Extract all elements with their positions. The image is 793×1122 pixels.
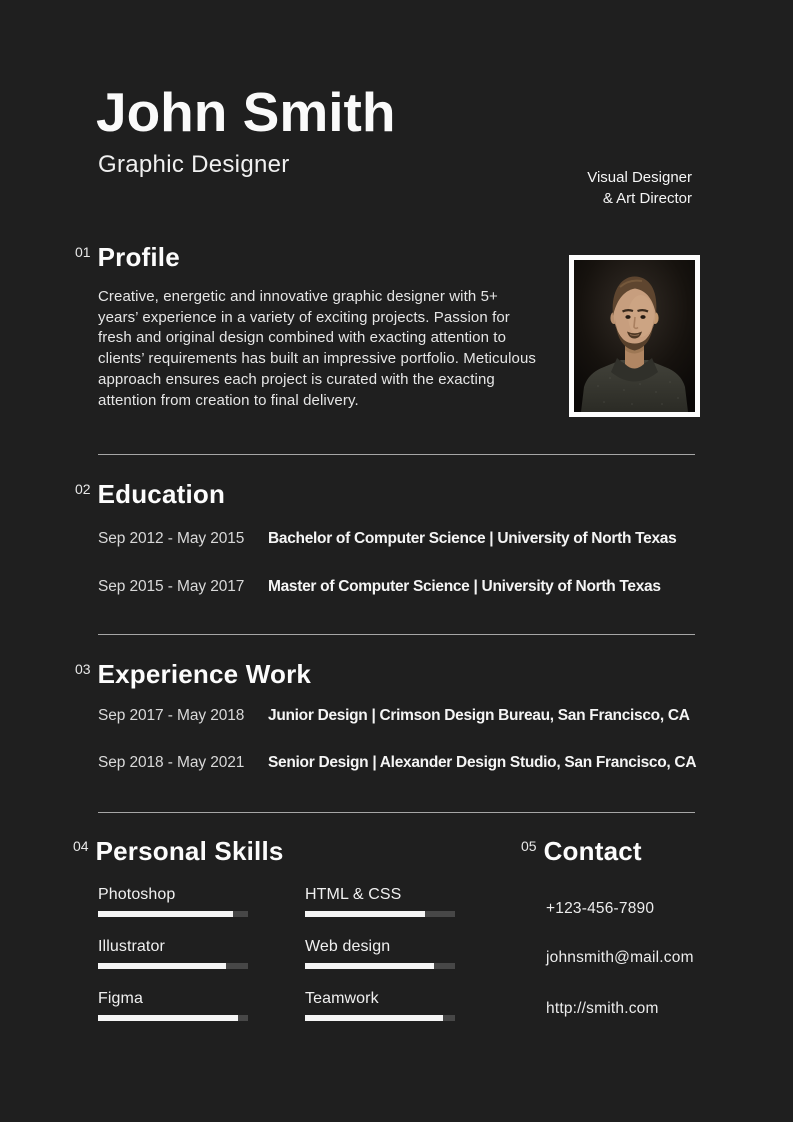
contact-email[interactable]: johnsmith@mail.com (546, 949, 694, 966)
experience-dates: Sep 2018 - May 2021 (98, 754, 245, 771)
education-dates: Sep 2015 - May 2017 (98, 578, 245, 595)
profile-section-heading (75, 244, 180, 270)
contact-section-number: 05 (521, 838, 537, 854)
profile-section-title: Profile (97, 242, 180, 272)
skill-item (305, 886, 457, 917)
skill-label: Figma (98, 990, 143, 1007)
education-row (98, 578, 698, 596)
section-divider (98, 634, 695, 635)
education-dates: Sep 2012 - May 2015 (98, 530, 245, 547)
skill-label: Web design (305, 938, 391, 955)
contact-phone: +123-456-7890 (546, 900, 655, 917)
skill-item (98, 990, 250, 1021)
page-title: John Smith (96, 81, 396, 143)
skill-bar-track (98, 963, 248, 969)
experience-section-heading (75, 661, 311, 687)
experience-dates: Sep 2017 - May 2018 (98, 707, 245, 724)
profile-text: Creative, energetic and innovative graphic designer with 5+ years’ experience in a variety of exciting projects. Passion for fresh and original design combined with exacting attention to clients’ requirements has built an impressive portfolio. Meticulous approach ensures each project is curated with the exacting attention from creation to final delivery. (98, 288, 537, 409)
skills-section-heading (73, 838, 284, 864)
portrait-photo-illustration (574, 260, 695, 412)
contact-section-title: Contact (543, 836, 642, 866)
skill-item (98, 938, 250, 969)
education-detail: Bachelor of Computer Science | University of North Texas (268, 530, 677, 547)
skill-item (305, 990, 457, 1021)
skill-label: Illustrator (98, 938, 165, 955)
profile-section-number: 01 (75, 244, 91, 260)
education-detail: Master of Computer Science | University of North Texas (268, 578, 661, 595)
skill-bar-fill (98, 911, 233, 917)
skill-bar-track (98, 911, 248, 917)
experience-section-number: 03 (75, 661, 91, 677)
skill-bar-track (305, 911, 455, 917)
job-title: Graphic Designer (98, 151, 290, 178)
skill-bar-fill (98, 1015, 238, 1021)
tagline-line-1: Visual Designer (587, 169, 692, 186)
skill-label: HTML & CSS (305, 886, 402, 903)
portrait-photo (569, 255, 700, 417)
skill-label: Photoshop (98, 886, 176, 903)
section-divider (98, 812, 695, 813)
skill-bar-track (98, 1015, 248, 1021)
skill-label: Teamwork (305, 990, 379, 1007)
tagline (587, 167, 692, 209)
experience-row (98, 707, 698, 725)
skill-bar-track (305, 963, 455, 969)
experience-detail: Junior Design | Crimson Design Bureau, San Francisco, CA (268, 707, 690, 724)
skill-bar-fill (305, 963, 434, 969)
skill-bar-fill (98, 963, 226, 969)
skill-bar-fill (305, 911, 425, 917)
skills-section-number: 04 (73, 838, 89, 854)
skills-section-title: Personal Skills (95, 836, 284, 866)
tagline-line-2: & Art Director (602, 190, 692, 207)
education-row (98, 530, 698, 548)
education-section-number: 02 (75, 481, 91, 497)
skill-item (305, 938, 457, 969)
skill-bar-fill (305, 1015, 443, 1021)
skill-item (98, 886, 250, 917)
contact-website[interactable]: http://smith.com (546, 1000, 659, 1017)
experience-detail: Senior Design | Alexander Design Studio, San Francisco, CA (268, 754, 697, 771)
experience-row (98, 754, 698, 772)
section-divider (98, 454, 695, 455)
skill-bar-track (305, 1015, 455, 1021)
contact-section-heading (521, 838, 642, 864)
education-section-heading (75, 481, 225, 507)
education-section-title: Education (97, 479, 226, 509)
experience-section-title: Experience Work (97, 659, 312, 689)
